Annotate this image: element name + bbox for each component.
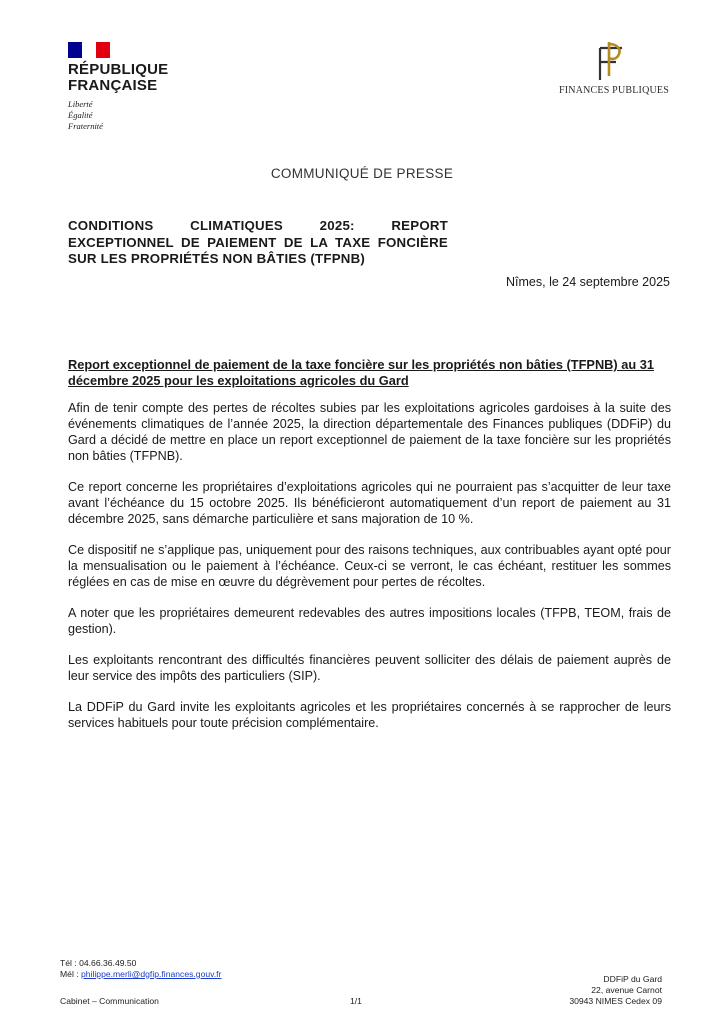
document-type: COMMUNIQUÉ DE PRESSE [270, 166, 454, 181]
motto [68, 99, 103, 132]
motto-fraternite: Fraternité [68, 121, 103, 131]
republic-name [68, 62, 168, 94]
paragraph: Les exploitants rencontrant des difficultés financières peuvent solliciter des délais de paiement auprès de leur service des impôts des particuliers (SIP). [68, 653, 671, 683]
footer-address [520, 974, 662, 1006]
paragraph: A noter que les propriétaires demeurent redevables des autres impositions locales (TFPB, TEOM, frais de gestion). [68, 606, 671, 636]
flag-red-band [96, 42, 110, 58]
republic-line-1: RÉPUBLIQUE [68, 61, 169, 78]
motto-egalite: Égalité [68, 110, 93, 120]
footer-email-line [60, 969, 221, 980]
address-line: 30943 NIMES Cedex 09 [569, 995, 662, 1006]
finances-publiques-logo-icon [596, 40, 626, 82]
paragraph: Ce dispositif ne s’applique pas, uniquement pour des raisons techniques, aux contribuables ayant opté pour la mensualisation ou le paiement à l’échéance. Ceux-ci se verront, le cas échéant, restituer les sommes réglées en cas de mise en œuvre du dégrèvement pour pertes de récoltes. [68, 543, 671, 589]
marianne-flag-logo [68, 42, 110, 58]
footer-phone: Tél : 04.66.36.49.50 [60, 958, 137, 968]
address-line: 22, avenue Carnot [591, 984, 662, 995]
address-line: DDFiP du Gard [603, 974, 662, 984]
body-text [68, 400, 671, 746]
finances-publiques-name: FINANCES PUBLIQUES [558, 85, 669, 96]
paragraph: La DDFiP du Gard invite les exploitants agricoles et les propriétaires concernés à se rapprocher de leurs services habituels pour toute précision complémentaire. [68, 700, 671, 730]
republic-line-2: FRANÇAISE [68, 77, 158, 94]
footer-email-label: Mél : [60, 968, 82, 979]
motto-liberte: Liberté [68, 99, 93, 109]
footer-cabinet: Cabinet – Communication [60, 996, 159, 1006]
footer-contact [60, 958, 221, 980]
page-number: 1/1 [350, 996, 362, 1006]
main-title: CONDITIONS CLIMATIQUES 2025: REPORT EXCEPTIONNEL DE PAIEMENT DE LA TAXE FONCIÈRE SUR LES PROPRIÉTÉS NON BÂTIES (TFPNB) [68, 218, 448, 266]
paragraph: Afin de tenir compte des pertes de récoltes subies par les exploitations agricoles gardoises à la suite des événements climatiques de l’année 2025, la direction départementale des Finances publiques (DDFiP) du Gard a décidé de mettre en place un report exceptionnel de paiement de la taxe foncière sur les propriétés non bâties (TFPNB). [68, 401, 671, 463]
flag-blue-band [68, 42, 82, 58]
date-line: Nîmes, le 24 septembre 2025 [506, 275, 670, 289]
paragraph: Ce report concerne les propriétaires d’exploitations agricoles qui ne pourraient pas s’acquitter de leur taxe avant l’échéance du 15 octobre 2025. Ils bénéficieront automatiquement d’un report de paiement au 31 décembre 2025, sans démarche particulière et sans majoration de 10 %. [68, 480, 671, 526]
subtitle: Report exceptionnel de paiement de la taxe foncière sur les propriétés non bâties (TFPNB) au 31 décembre 2025 pour les exploitations agricoles du Gard [68, 357, 654, 388]
footer-email-link[interactable]: philippe.merli@dgfip.finances.gouv.fr [81, 968, 222, 979]
